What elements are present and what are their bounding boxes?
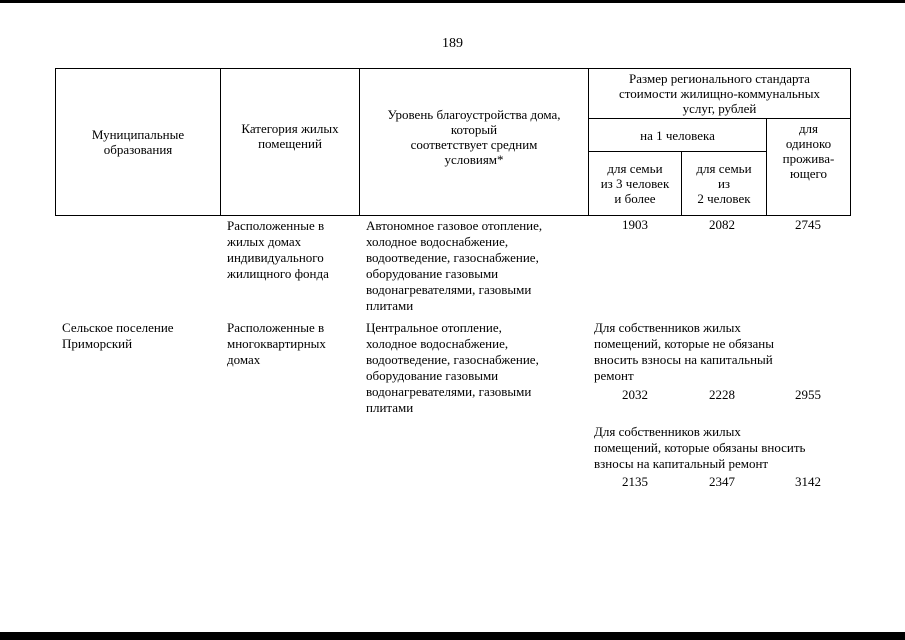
- header-municipality: Муниципальные образования: [91, 127, 185, 157]
- row1-value-family3: 1903: [622, 217, 648, 232]
- table-header-bottom: [55, 215, 851, 216]
- row1-category: Расположенные в жилых домах индивидуального жилищного фонда: [227, 218, 329, 281]
- row1-level: Автономное газовое отопление, холодное водоснабжение, водоотведение, газоснабжение, оборудование газовыми водонагревателями, газовыми плитами: [366, 218, 543, 313]
- row2a-value-single: 2955: [795, 387, 821, 402]
- row1-value-single: 2745: [795, 217, 821, 232]
- header-category: Категория жилых помещений: [241, 121, 339, 151]
- row2b-value-family3: 2135: [622, 474, 648, 489]
- row2-category: Расположенные в многоквартирных домах: [227, 320, 326, 367]
- row2a-value-family3: 2032: [622, 387, 648, 402]
- header-single: для одиноко прожива- ющего: [782, 121, 835, 181]
- header-family3: для семьи из 3 человек и более: [600, 161, 670, 206]
- bottom-rule: [0, 632, 905, 640]
- page-number: 189: [442, 36, 463, 51]
- row1-value-family2: 2082: [709, 217, 735, 232]
- row2b-value-family2: 2347: [709, 474, 735, 489]
- row2-note-no-capital-repair: Для собственников жилых помещений, которые не обязаны вносить взносы на капитальный ремонт: [594, 320, 774, 383]
- header-standard: Размер регионального стандарта стоимости жилищно-коммунальных услуг, рублей: [619, 71, 820, 116]
- row2b-value-single: 3142: [795, 474, 821, 489]
- row2-level: Центральное отопление, холодное водоснабжение, водоотведение, газоснабжение, оборудование газовыми водонагревателями, газовыми плитами: [366, 320, 539, 415]
- municipality-name: Сельское поселение Приморский: [62, 320, 174, 351]
- header-per-person: на 1 человека: [640, 127, 715, 143]
- header-family2: для семьи из 2 человек: [696, 161, 752, 206]
- top-rule: [0, 0, 905, 3]
- header-level: Уровень благоустройства дома, который соответствует средним условиям*: [387, 107, 561, 167]
- row2a-value-family2: 2228: [709, 387, 735, 402]
- row2-note-capital-repair: Для собственников жилых помещений, которые обязаны вносить взносы на капитальный ремонт: [594, 424, 806, 471]
- table-border-right: [850, 68, 851, 216]
